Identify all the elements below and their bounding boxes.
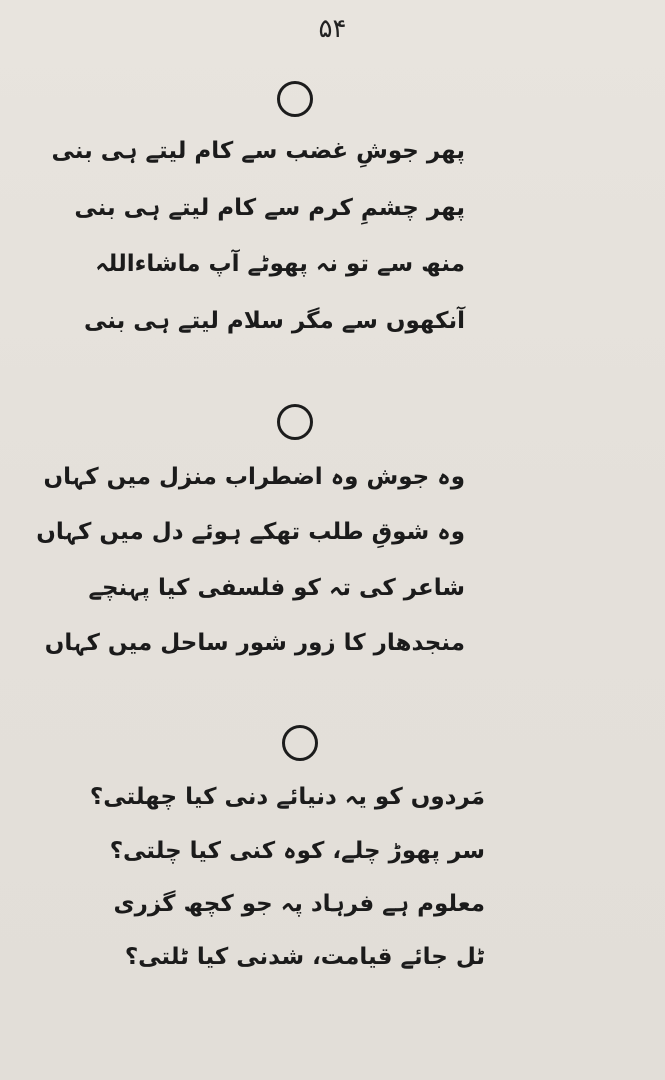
page-number: ۵۴ <box>318 14 347 44</box>
verse-line: منھ سے تو نہ پھوٹے آپ ماشاءاللہ <box>95 251 465 277</box>
verse-line: آنکھوں سے مگر سلام لیتے ہی بنی <box>83 308 465 334</box>
stanza-3 <box>89 784 485 986</box>
stanza-1 <box>51 138 465 340</box>
verse-line: وہ جوش وہ اضطراب منزل میں کہاں <box>43 464 465 490</box>
verse-line: پھر چشمِ کرم سے کام لیتے ہی بنی <box>74 195 465 221</box>
verse-line: مَردوں کو یہ دنیائے دنی کیا چھلتی؟ <box>89 784 485 810</box>
verse-line: پھر جوشِ غضب سے کام لیتے ہی بنی <box>51 138 465 164</box>
verse-line: ٹل جائے قیامت، شدنی کیا ٹلتی؟ <box>124 944 485 970</box>
section-circle-marker <box>277 81 313 117</box>
section-circle-marker <box>277 404 313 440</box>
verse-line: شاعر کی تہ کو فلسفی کیا پہنچے <box>88 575 465 601</box>
verse-line: سر پھوڑ چلے، کوہ کنی کیا چلتی؟ <box>109 838 485 864</box>
stanza-2 <box>36 464 465 666</box>
verse-line: معلوم ہے فرہاد پہ جو کچھ گزری <box>113 891 485 917</box>
verse-line: منجدھار کا زور شور ساحل میں کہاں <box>44 630 465 656</box>
section-circle-marker <box>282 725 318 761</box>
verse-line: وہ شوقِ طلب تھکے ہوئے دل میں کہاں <box>36 519 465 545</box>
